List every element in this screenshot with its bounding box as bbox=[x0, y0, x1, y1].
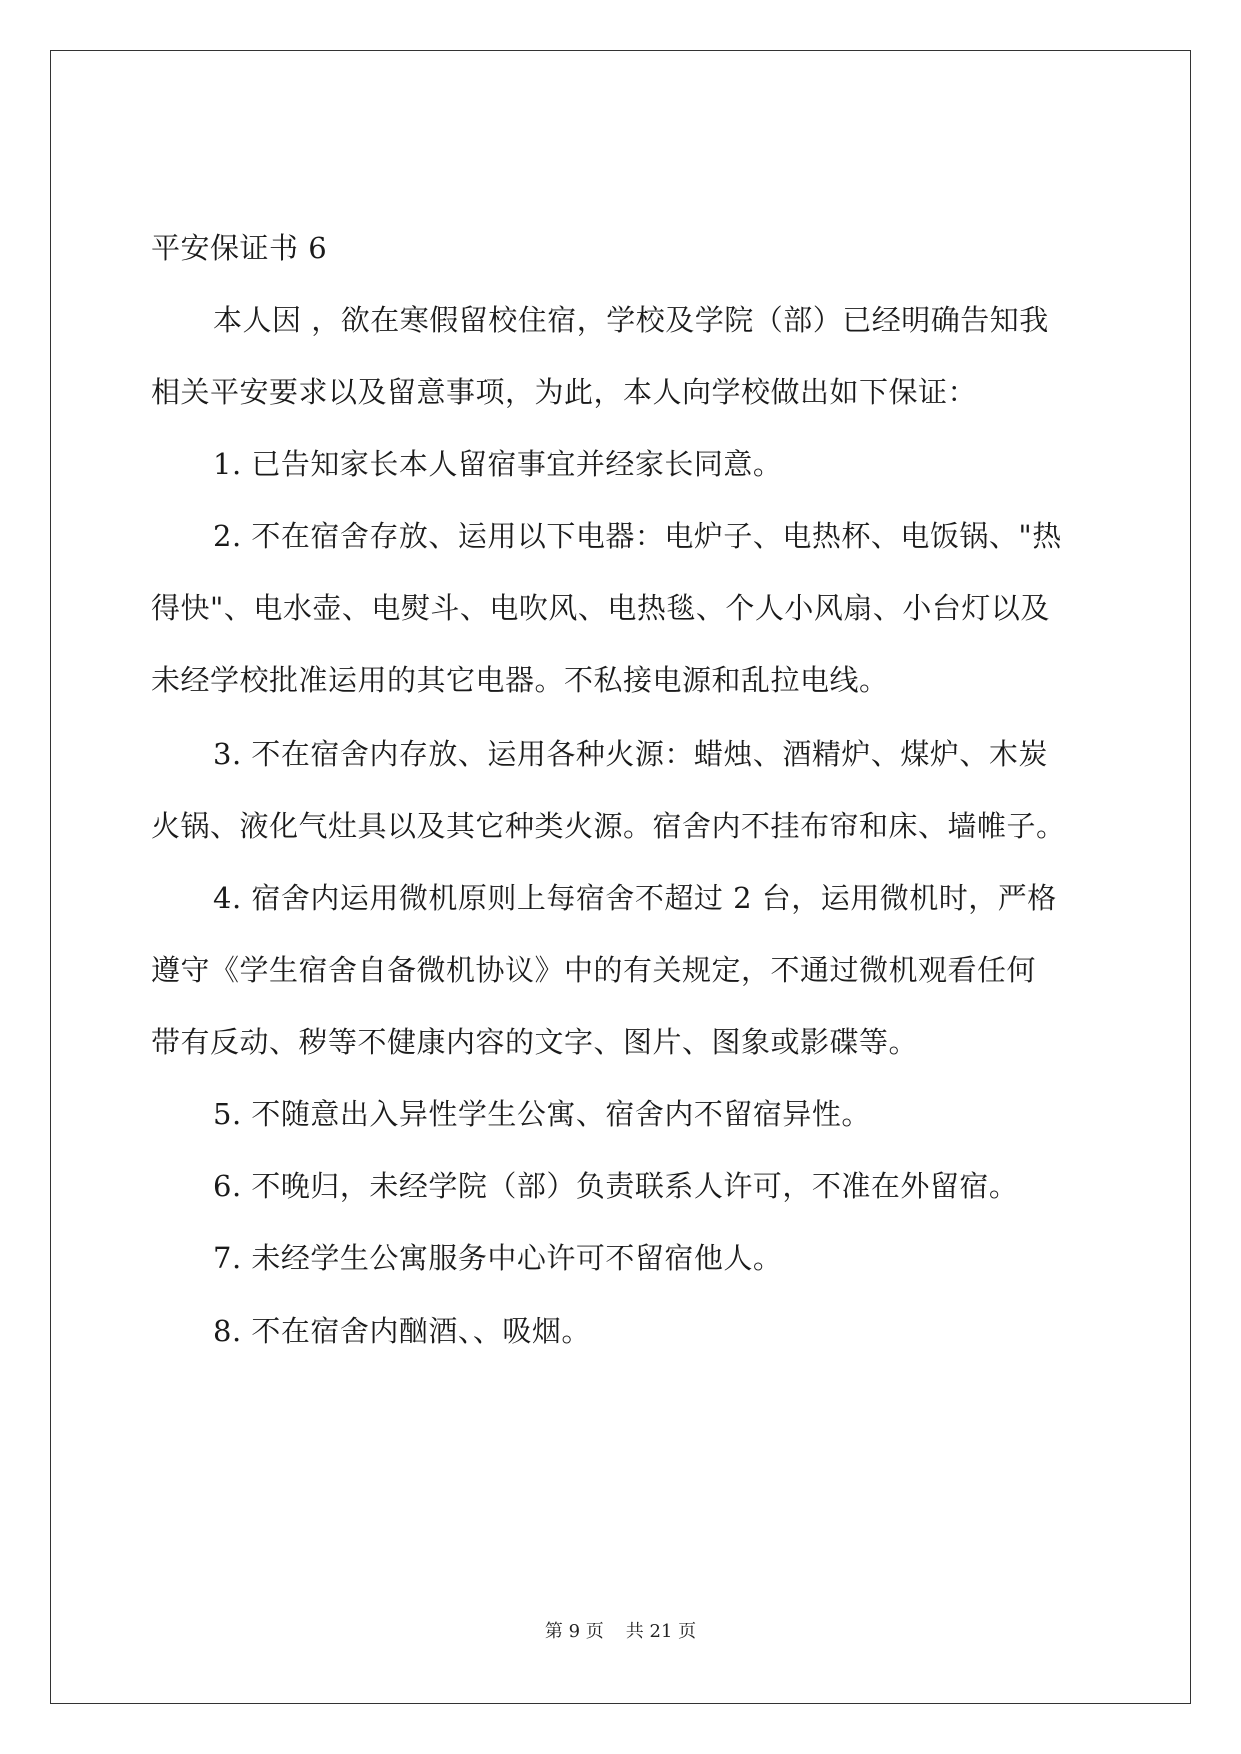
list-item-6: 6. 不晚归，未经学院（部）负责联系人许可，不准在外留宿。 bbox=[213, 1169, 1019, 1203]
page-border bbox=[50, 50, 1191, 1704]
page-footer bbox=[0, 1620, 1241, 1644]
list-item-3-continued: 火锅、液化气灶具以及其它种类火源。宿舍内不挂布帘和床、墙帷子。 bbox=[151, 809, 1066, 843]
list-item-5: 5. 不随意出入异性学生公寓、宿舍内不留宿异性。 bbox=[213, 1097, 871, 1131]
document-title: 平安保证书 6 bbox=[151, 231, 328, 265]
paragraph-line: 本人因 ，欲在寒假留校住宿，学校及学院（部）已经明确告知我 bbox=[213, 303, 1049, 337]
paragraph-line: 相关平安要求以及留意事项，为此，本人向学校做出如下保证： bbox=[151, 375, 978, 409]
list-item-3: 3. 不在宿舍内存放、运用各种火源：蜡烛、酒精炉、煤炉、木炭 bbox=[213, 737, 1048, 771]
list-item-7: 7. 未经学生公寓服务中心许可不留宿他人。 bbox=[213, 1241, 783, 1275]
list-item-8: 8. 不在宿舍内酗酒、、吸烟。 bbox=[213, 1314, 591, 1348]
page-number: 第 9 页 bbox=[544, 1621, 604, 1642]
list-item-4-continued: 遵守《学生宿舍自备微机协议》中的有关规定，不通过微机观看任何 bbox=[151, 953, 1037, 987]
list-item-2: 2. 不在宿舍存放、运用以下电器：电炉子、电热杯、电饭锅、"热 bbox=[213, 519, 1062, 553]
list-item-2-continued: 得快"、电水壶、电熨斗、电吹风、电热毯、个人小风扇、小台灯以及 bbox=[151, 591, 1050, 625]
list-item-4: 4. 宿舍内运用微机原则上每宿舍不超过 2 台，运用微机时，严格 bbox=[213, 881, 1057, 915]
list-item-4-continued: 带有反动、秽等不健康内容的文字、图片、图象或影碟等。 bbox=[151, 1025, 919, 1059]
page-total: 共 21 页 bbox=[625, 1621, 697, 1642]
list-item-2-continued: 未经学校批准运用的其它电器。不私接电源和乱拉电线。 bbox=[151, 663, 889, 697]
list-item-1: 1. 已告知家长本人留宿事宜并经家长同意。 bbox=[213, 447, 783, 481]
